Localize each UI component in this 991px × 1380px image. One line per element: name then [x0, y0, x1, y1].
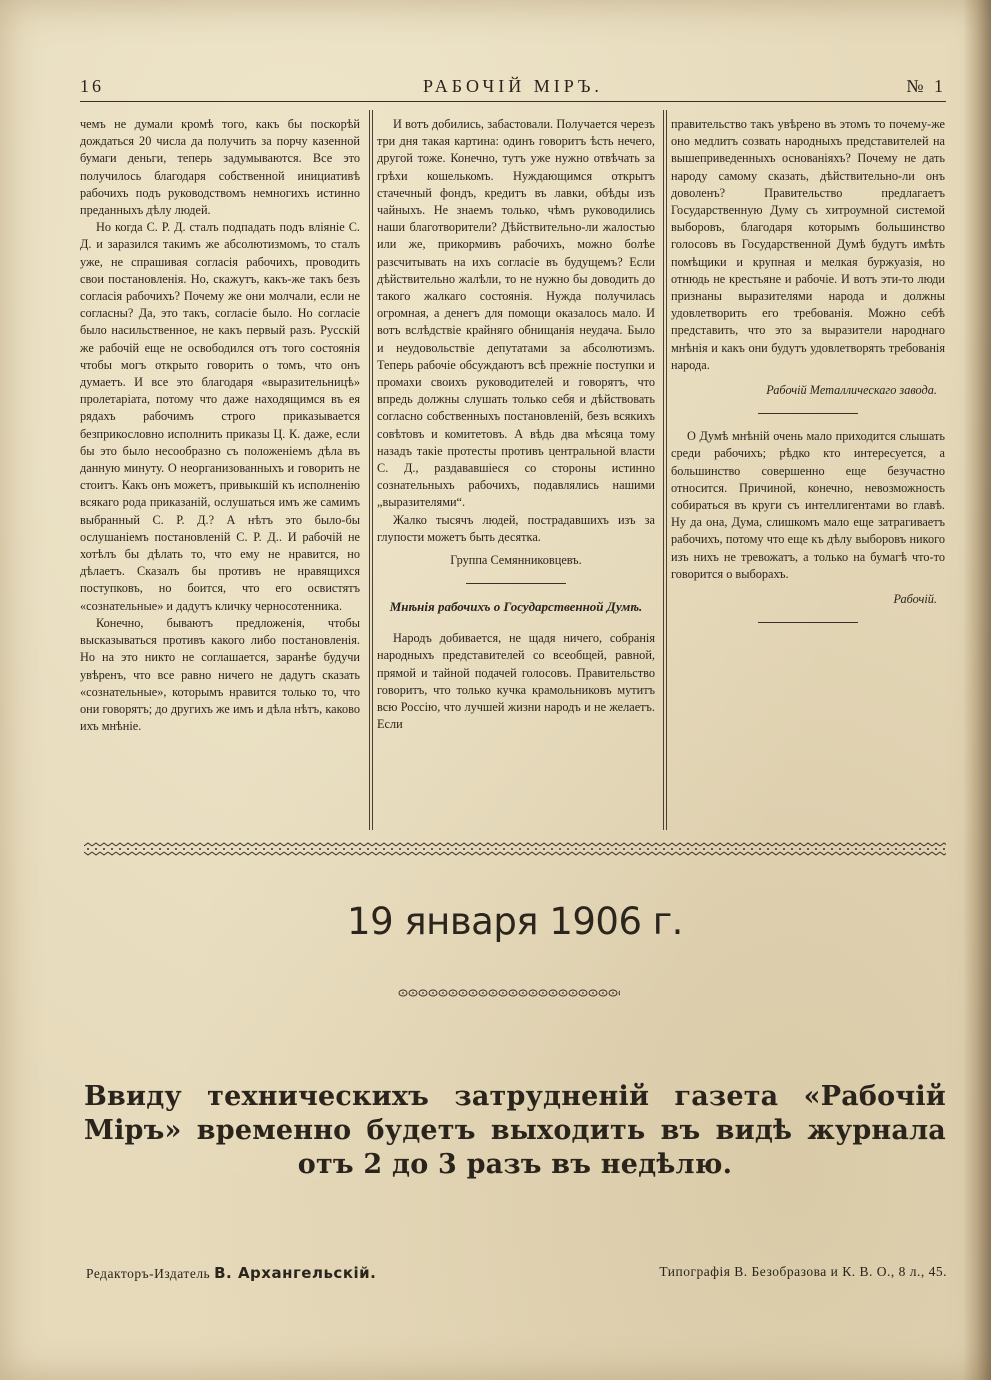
paragraph: И вотъ добились, забастовали. Получается черезъ три дня такая картина: одинъ говоритъ ѣсть нечего, другой тоже. Конечно, тутъ уже нужно отвѣчать за грѣхи кошелькомъ. Нуждающимся открытъ стачечный фондъ, кредитъ въ лавки, обѣды изъ чайныхъ. Не знаемъ только, чѣмъ руководились наши благотворители? Дѣйствительно-ли жалостью или же, прикормивъ рабочихъ, можно болѣе разсчитывать на ихъ согласіе въ будущемъ? Если дѣйствительно жалѣли, то не нужно бы доводить до такого жалкаго состоянія. Нужда получилась огромная, а денегъ для помощи оказалось мало. И вотъ вслѣдствіе крайняго обнищанія неудача. Было и неудовольствіе депутатами за абсолютизмъ. Теперь рабочіе обсуждаютъ всѣ прежніе поступки и промахи своихъ руководителей и говорятъ, что впредь должны слушать только себя и дѣйствовать согласно собственныхъ постановленій, безъ всякихъ совѣтовъ и комитетовъ. А вѣдь два мѣсяца тому назадъ такіе протесты противъ центральной власти С. Д., раздававшіеся со стороны истинно сознательныхъ рабочихъ, подавлялись нашими „выразителями“.: [377, 117, 655, 510]
editor-name: В. Архангельскій.: [214, 1264, 377, 1282]
page-number: 16: [80, 76, 104, 96]
dotted-end-rule: [758, 622, 858, 623]
paragraph: чемъ не думали кромѣ того, какъ бы поскорѣй дождаться 20 числа да получить за порчу казенной бумаги деньги, теперь задумываются. Все это получилось благодаря собственной инициативѣ рабочихъ подъ руководствомъ немногихъ истинно преданныхъ дѣлу людей.: [80, 117, 360, 218]
signature: Рабочій Металлическаго завода.: [766, 383, 937, 398]
header-rule: [80, 101, 946, 102]
ornamental-divider: [84, 842, 946, 856]
column-2: [377, 116, 655, 734]
newspaper-title: РАБОЧІЙ МІРЪ.: [423, 76, 603, 96]
paragraph: правительство такъ увѣрено въ этомъ то почему-же оно медлитъ созвать народныхъ представителей на вышеприведенныхъ основаніяхъ? Почему не дать народу самому сказать, дѣйствительно-ли онъ доволенъ? Правительство предлагаетъ Государственную Думу съ хитроумной системой выборовъ, благодаря которымъ большинство голосовъ въ Государственной Думѣ будутъ имѣть помѣщики и крупная и мелкая буржуазія, но отнюдь не крестьяне и рабочіе. И вотъ эти-то люди признаны выразителями народа и должны удовлетворить его требованія. Можно себѣ представить, что это за выразители народнаго мнѣнія и какъ они будутъ удовлетворять требованія народа.: [671, 117, 945, 372]
paragraph: Но когда С. Р. Д. сталъ подпадать подъ вліяніе С. Д. и заразился такимъ же абсолютизмомъ, то сталъ уже, не спрашивая согласія рабочихъ, проводить свои постановленія. Но, скажутъ, какъ-же такъ безъ согласія рабочихъ? Почему же они молчали, если не согласны? Да, это такъ, согласіе было. Но согласіе было насильственное, не какъ первый разъ. Русскій же рабочій еще не освободился отъ того состоянія чтобы могъ открыто говорить о томъ, что онъ думаетъ. И все это благодаря «выразительницѣ» пролетаріата, потому что даже находящимся въ ея рядахъ рабочимъ строго приказывается безприкословно исполнить приказы Ц. К. даже, если бы это было несообразно съ положеніемъ дѣла въ данную минуту. О неорганизованныхъ и говорить не стоитъ. Какъ онъ можетъ, привыкшій къ исполненію всякаго рода приказаній, ослушаться имъ же самимъ выбранный С. Р. Д.? А нѣтъ это было-бы ослушаніемъ постановленій С. Р. Д.. И рабочій не хотѣлъ бы дѣлать то, что ему не нравится, но дѣлаетъ. Сказалъ бы противъ не нравящихся поступковъ, но боится, что его освистятъ «сознательные» и дадутъ кличку черносотенника.: [80, 220, 360, 613]
ornament-pattern: [84, 842, 946, 856]
section-rule: [466, 583, 566, 584]
footer-printer: Типографія В. Безобразова и К. В. О., 8 л., 45.: [659, 1264, 947, 1279]
issue-date: 19 января 1906 г.: [347, 900, 683, 943]
section-rule: [758, 413, 858, 414]
signature: Рабочій.: [893, 592, 937, 607]
issue-number: № 1: [906, 76, 946, 96]
paragraph: Конечно, бываютъ предложенія, чтобы высказываться противъ какого либо постановленія. Но на это никто не соглашается, заранѣе будучи увѣренъ, что все равно ничего не дадутъ сказать «сознательные», которымъ нравится только то, что они говорятъ; до другихъ же имъ и дѣла нѣтъ, каково ихъ мнѣніе.: [80, 615, 360, 734]
article-heading: Мнѣнія рабочихъ о Государственной Думѣ.: [389, 599, 643, 615]
page-spine-shadow: [963, 0, 991, 1380]
small-ornament-pattern: [398, 986, 620, 1000]
column-divider: [666, 110, 667, 830]
small-ornament: [398, 986, 620, 1000]
editor-label: Редакторъ-Издатель: [86, 1266, 211, 1281]
column-divider: [369, 110, 370, 830]
signature: Группа Семянниковцевъ.: [450, 553, 582, 568]
column-1: [80, 116, 360, 735]
paragraph: Народъ добивается, не щадя ничего, собранія народныхъ представителей со всеобщей, равной, прямой и тайной подачей голосовъ. Правительство говоритъ, что только кучка крамольниковъ мутитъ всю Россію, что лучшей жизни народъ и не желаетъ. Если: [377, 631, 655, 732]
page-header: [80, 76, 946, 102]
paragraph: Жалко тысячъ людей, пострадавшихъ изъ за глупости можетъ быть десятка.: [377, 512, 655, 544]
paragraph: О Думѣ мнѣній очень мало приходится слышать среди рабочихъ; рѣдко кто интересуется, а большинство совершенно еще безучастно относится. Причиной, конечно, невозможность собираться въ круги съ интеллигентами во главѣ. Ну да она, Дума, слишкомъ мало еще затрагиваетъ рабочихъ, потому что еще къ дѣлу выборовъ никого изъ нихъ не тревожатъ, а только на бумагѣ что-то говорится о выборахъ.: [671, 429, 945, 581]
column-3: [671, 116, 945, 637]
notice-text: Ввиду техническихъ затрудненій газета «Рабочій Міръ» временно будетъ выходить въ видѣ журнала отъ 2 до 3 разъ въ недѣлю.: [84, 1081, 946, 1180]
column-divider: [663, 110, 664, 830]
footer-editor: [86, 1264, 376, 1282]
column-divider: [372, 110, 373, 830]
